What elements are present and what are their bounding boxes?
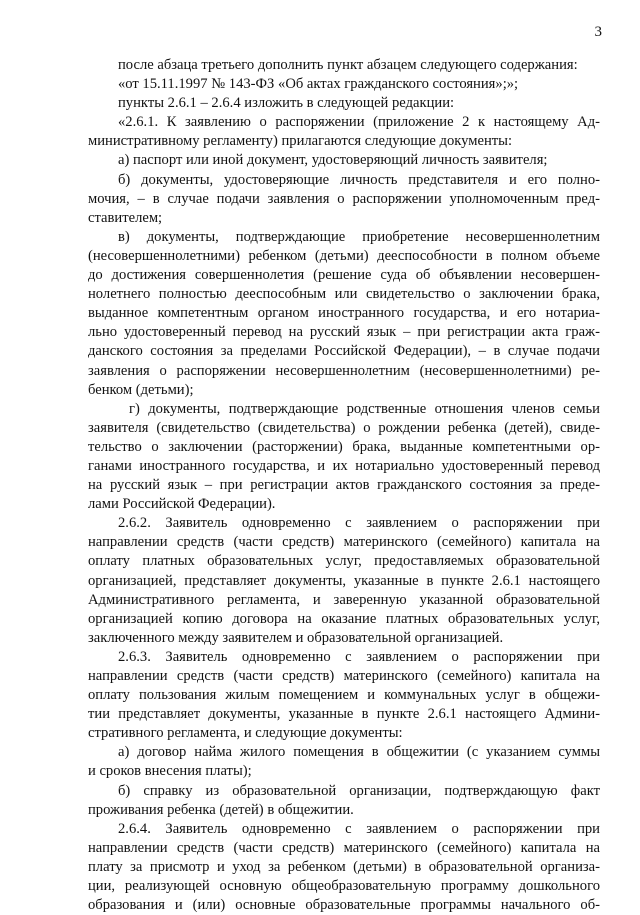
text-line: заявления о распоряжении несовершеннолетним (несовершеннолетними) ре- — [88, 362, 600, 379]
text-line: 2.6.4. Заявитель одновременно с заявлением о распоряжении при — [118, 820, 600, 837]
text-line: «2.6.1. К заявлению о распоряжении (приложение 2 к настоящему Ад- — [118, 114, 600, 131]
text-line: льно удостоверенный перевод на русский язык – при регистрации акта граж- — [88, 324, 600, 341]
text-line: и сроков внесения платы); — [88, 763, 252, 780]
text-line: плату за присмотр и уход за ребенком (детьми) в образовательной организа- — [88, 858, 600, 875]
text-line: проживания ребенка (детей) в общежитии. — [88, 801, 354, 818]
text-line: на русский язык – при регистрации актов гражданского состояния за преде- — [88, 477, 600, 494]
text-line: «от 15.11.1997 № 143-ФЗ «Об актах гражданского состояния»;»; — [118, 76, 519, 93]
text-line: заключенного между заявителем и образовательной организацией. — [88, 629, 504, 646]
text-line: до достижения совершеннолетия (решение суда об объявлении несовершен- — [88, 267, 600, 284]
text-line: нолетнего полностью дееспособным или свидетельство о заключении брака, — [88, 286, 600, 303]
text-line: б) справку из образовательной организации, подтверждающую факт — [118, 782, 600, 799]
text-line: организацией копию договора на оказание платных образовательных услуг, — [88, 610, 600, 627]
text-line: 2.6.3. Заявитель одновременно с заявлением о распоряжении при — [118, 648, 600, 665]
text-line: направлении средств (части средств) материнского (семейного) капитала на — [88, 668, 600, 684]
text-line: (несовершеннолетними) ребенком (детьми) дееспособности в полном объеме — [88, 247, 600, 264]
text-line: оплату платных образовательных услуг, предоставляемых образовательной — [88, 553, 600, 570]
text-line: образования и (или) основные образовательные программы начального об- — [88, 897, 600, 914]
text-line: ганами иностранного государства, и их нотариально удостоверенный перевод — [88, 457, 600, 474]
text-line: стративного регламента, и следующие документы: — [88, 725, 403, 742]
text-line: мочия, – в случае подачи заявления о распоряжении уполномоченным пред- — [88, 190, 600, 207]
text-line: тельство о заключении (расторжении) брака, выданные компетентными ор- — [88, 438, 600, 455]
text-line: лами Российской Федерации). — [88, 496, 276, 513]
text-line: после абзаца третьего дополнить пункт абзацем следующего содержания: — [118, 57, 578, 73]
text-line: в) документы, подтверждающие приобретение несовершеннолетним — [118, 228, 600, 245]
text-line: направлении средств (части средств) материнского (семейного) капитала на — [88, 839, 600, 856]
text-line: направлении средств (части средств) материнского (семейного) капитала на — [88, 534, 600, 551]
document-body — [88, 56, 600, 915]
text-line: г) документы, подтверждающие родственные отношения членов семьи — [129, 400, 600, 417]
text-line: данского состояния за пределами Российской Федерации), – в случае подачи — [88, 343, 600, 360]
text-line: Административного регламента, и заверенную указанной образовательной — [88, 591, 600, 608]
text-line: организацией, представляет документы, указанные в пункте 2.6.1 настоящего — [88, 572, 600, 589]
text-line: ции, реализующей основную общеобразовательную программу дошкольного — [88, 878, 600, 895]
text-line: заявителя (свидетельство (свидетельства) о рождении ребенка (детей), свиде- — [88, 419, 600, 436]
text-line: б) документы, удостоверяющие личность представителя и его полно- — [118, 171, 600, 188]
text-line: а) договор найма жилого помещения в общежитии (с указанием суммы — [118, 744, 600, 761]
text-line: министративному регламенту) прилагаются следующие документы: — [88, 133, 513, 150]
text-line: бенком (детьми); — [88, 381, 194, 398]
text-line: выданное компетентным органом иностранного государства, и его нотариа- — [88, 305, 600, 322]
page-number: 3 — [594, 24, 602, 40]
text-line: 2.6.2. Заявитель одновременно с заявлением о распоряжении при — [118, 515, 600, 532]
text-line: тии представляет документы, указанные в пункте 2.6.1 настоящего Админи- — [88, 706, 600, 723]
text-line: а) паспорт или иной документ, удостоверяющий личность заявителя; — [118, 152, 548, 169]
text-line: пункты 2.6.1 – 2.6.4 изложить в следующей редакции: — [118, 95, 455, 112]
text-line: оплату пользования жилым помещением и коммунальных услуг в общежи- — [88, 687, 600, 704]
text-line: ставителем; — [88, 209, 163, 226]
